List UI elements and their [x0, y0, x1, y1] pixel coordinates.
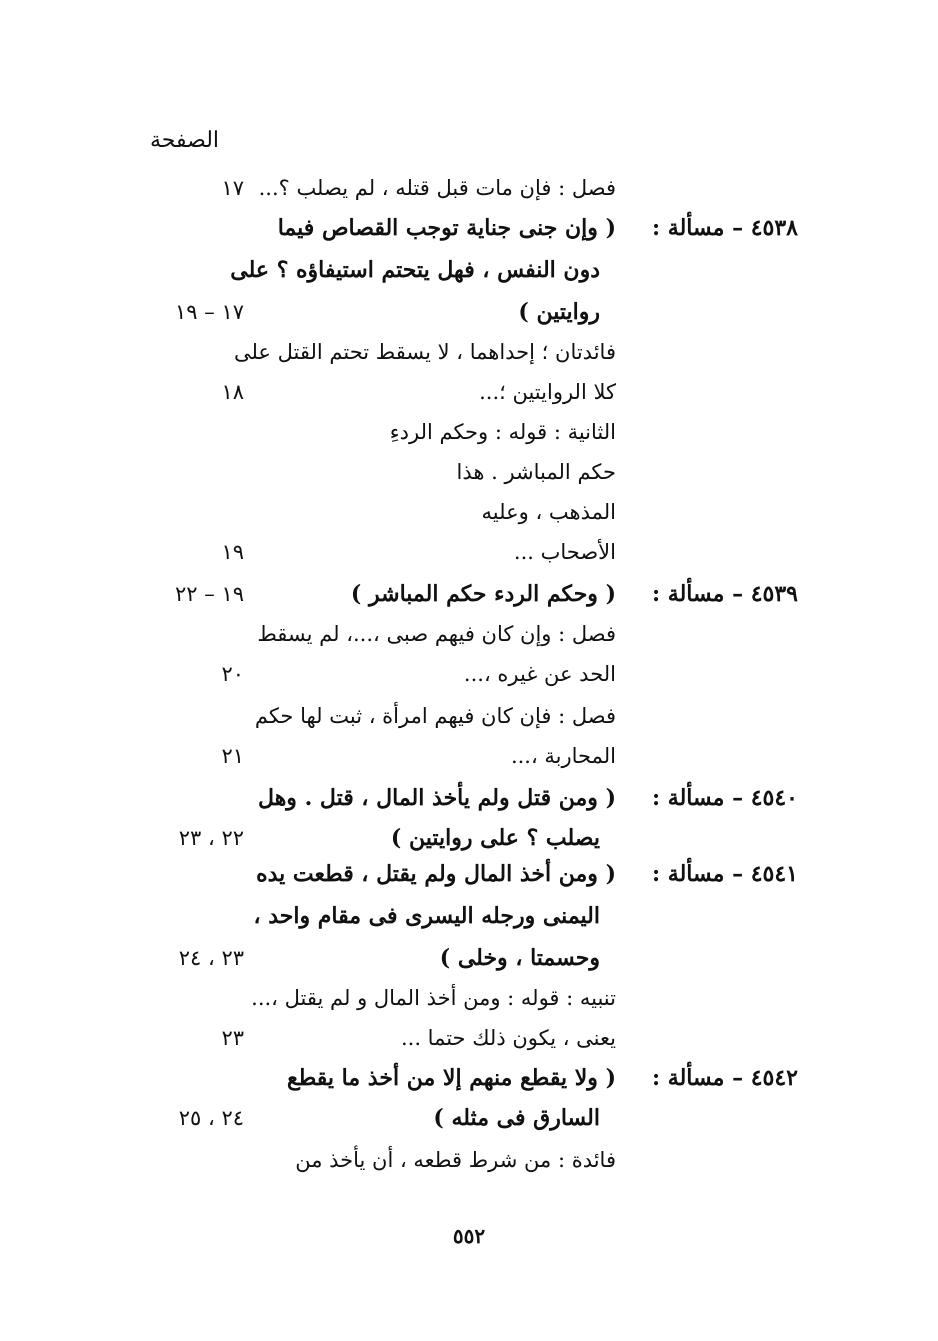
- issue-text-continuation: السارق فى مثله ): [433, 1105, 600, 1131]
- issue-text: ( وإن جنى جناية توجب القصاص فيما: [277, 215, 616, 241]
- subentry-text: يعنى ، يكون ذلك حتما ...: [400, 1026, 616, 1050]
- page-reference: ١٨: [221, 380, 244, 404]
- issue-number-label: ٤٥٤٢ – مسألة :: [652, 1065, 798, 1091]
- page-column-header: الصفحة: [150, 128, 220, 153]
- index-line: [0, 168, 938, 208]
- index-line: [0, 574, 938, 614]
- issue-text: ( ومن قتل ولم يأخذ المال ، قتل . وهل: [258, 785, 616, 811]
- index-line: [0, 1058, 938, 1098]
- subentry-text: فصل : وإن كان فيهم صبى ،...، لم يسقط: [257, 622, 616, 646]
- index-line: [0, 412, 938, 452]
- issue-text-continuation: روايتين ): [518, 299, 600, 325]
- subentry-text: فائدة : من شرط قطعه ، أن يأخذ من: [295, 1148, 616, 1172]
- index-line: [0, 614, 938, 654]
- index-line: [0, 896, 938, 936]
- issue-text-continuation: يصلب ؟ على روايتين ): [390, 825, 600, 851]
- subentry-text: فصل : فإن مات قبل قتله ، لم يصلب ؟...: [258, 176, 616, 200]
- page-reference: ٢١: [221, 744, 244, 768]
- issue-text-continuation: وحسمتا ، وخلى ): [439, 945, 600, 971]
- index-line: [0, 778, 938, 818]
- issue-number-label: ٤٥٣٩ – مسألة :: [652, 581, 798, 607]
- index-line: [0, 736, 938, 776]
- issue-number-label: ٤٥٣٨ – مسألة :: [652, 215, 798, 241]
- index-line: [0, 532, 938, 572]
- issue-text: ( وحكم الردء حكم المباشر ): [350, 581, 616, 607]
- subentry-text: الثانية : قوله : وحكم الردءِ: [389, 420, 616, 444]
- issue-text-continuation: دون النفس ، فهل يتحتم استيفاؤه ؟ على: [230, 257, 600, 283]
- page-number: ٥٥٢: [452, 1224, 486, 1248]
- issue-text: ( ومن أخذ المال ولم يقتل ، قطعت يده: [256, 861, 616, 887]
- subentry-text: كلا الروايتين ؛...: [479, 380, 616, 404]
- index-line: [0, 492, 938, 532]
- page-reference: ١٧: [221, 176, 244, 200]
- subentry-text: فائدتان ؛ إحداهما ، لا يسقط تحتم القتل على: [233, 340, 616, 364]
- subentry-text: الحد عن غيره ،...: [463, 662, 616, 686]
- issue-text: ( ولا يقطع منهم إلا من أخذ ما يقطع: [286, 1065, 616, 1091]
- index-line: [0, 854, 938, 894]
- issue-text-continuation: اليمنى ورجله اليسرى فى مقام واحد ،: [253, 903, 600, 929]
- page-reference: ١٧ – ١٩: [175, 300, 244, 324]
- subentry-text: المذهب ، وعليه: [481, 500, 616, 524]
- index-line: [0, 1018, 938, 1058]
- index-line: [0, 452, 938, 492]
- index-line: [0, 696, 938, 736]
- issue-number-label: ٤٥٤٠ – مسألة :: [652, 785, 798, 811]
- index-line: [0, 1098, 938, 1138]
- index-line: [0, 292, 938, 332]
- index-line: [0, 938, 938, 978]
- page-reference: ٢٢ ، ٢٣: [178, 826, 244, 850]
- page-reference: ٢٣: [221, 1026, 244, 1050]
- index-line: [0, 978, 938, 1018]
- subentry-text: تنبيه : قوله : ومن أخذ المال و لم يقتل ،...: [251, 986, 616, 1010]
- subentry-text: الأصحاب ...: [513, 540, 616, 564]
- index-line: [0, 208, 938, 248]
- subentry-text: المحاربة ،...: [510, 744, 616, 768]
- index-line: [0, 372, 938, 412]
- index-line: [0, 818, 938, 858]
- page-reference: ٢٣ ، ٢٤: [178, 946, 244, 970]
- page-reference: ٢٠: [221, 662, 244, 686]
- index-line: [0, 250, 938, 290]
- issue-number-label: ٤٥٤١ – مسألة :: [652, 861, 798, 887]
- page-reference: ١٩ – ٢٢: [175, 582, 244, 606]
- page-reference: ٢٤ ، ٢٥: [178, 1106, 244, 1130]
- index-line: [0, 654, 938, 694]
- page-reference: ١٩: [221, 540, 244, 564]
- index-line: [0, 1140, 938, 1180]
- subentry-text: حكم المباشر . هذا: [456, 460, 616, 484]
- index-line: [0, 332, 938, 372]
- subentry-text: فصل : فإن كان فيهم امرأة ، ثبت لها حكم: [254, 704, 616, 728]
